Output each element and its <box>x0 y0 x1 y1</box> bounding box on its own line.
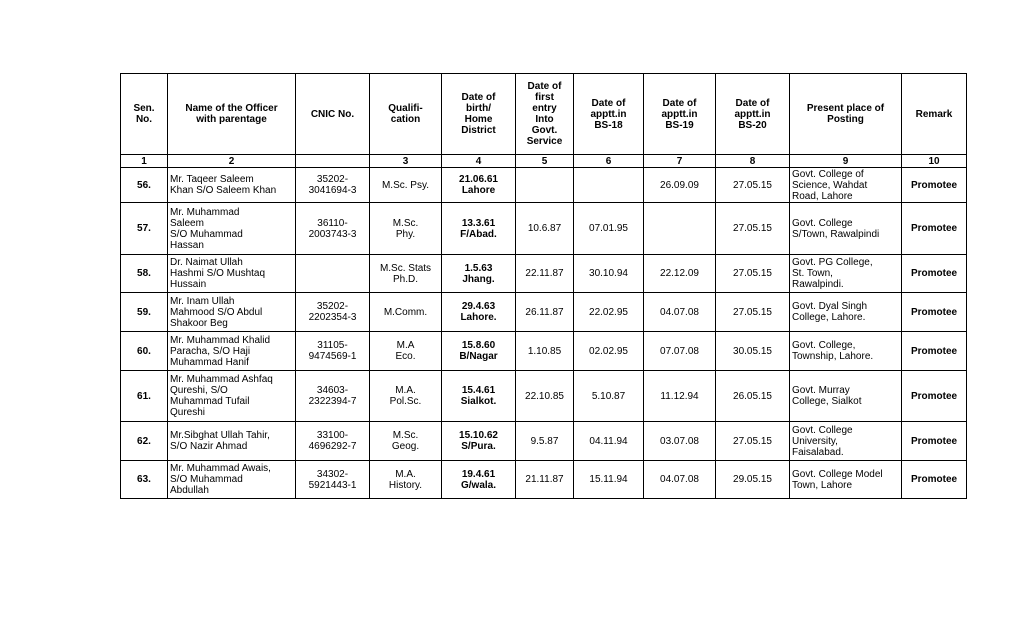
cell-line: Govt. Murray <box>792 385 850 396</box>
qualification <box>370 332 442 371</box>
cell-line: Dr. Naimat Ullah <box>170 257 243 268</box>
remark: Promotee <box>902 371 967 422</box>
qualification <box>370 422 442 461</box>
qualification <box>370 371 442 422</box>
cnic-no <box>296 371 370 422</box>
cell-line: University, <box>792 435 838 447</box>
qualification <box>370 293 442 332</box>
sen-no: 56. <box>121 168 168 203</box>
column-number: 5 <box>516 155 574 168</box>
officer-name <box>168 422 296 461</box>
table-row <box>121 293 967 332</box>
cell-line: CNIC No. <box>310 108 355 120</box>
bs19-date: 04.07.08 <box>644 293 716 332</box>
cell-line: Date of <box>527 81 562 92</box>
cell-line: BS-19 <box>665 119 694 131</box>
bs20-date: 27.05.15 <box>716 293 790 332</box>
column-number: 10 <box>902 155 967 168</box>
bs20-date: 27.05.15 <box>716 255 790 293</box>
cell-line: Govt. College of <box>792 168 864 180</box>
cell-line: B/Nagar <box>459 351 498 362</box>
cell-line: apptt.in <box>590 108 627 120</box>
cell-line: Hashmi S/O Mushtaq <box>170 268 266 279</box>
qualification <box>370 168 442 203</box>
header-sen-no <box>121 74 168 155</box>
cell-line: 36110- <box>317 217 348 229</box>
qualification <box>370 203 442 255</box>
officer-name <box>168 168 296 203</box>
cell-line: Date of <box>591 97 626 109</box>
column-number: 8 <box>716 155 790 168</box>
cell-line: F/Abad. <box>460 228 497 240</box>
cell-line: Mahmood S/O Abdul <box>170 306 263 318</box>
cell-line: Govt. <box>531 125 558 136</box>
column-number: 3 <box>370 155 442 168</box>
header-date-of-birth <box>442 74 516 155</box>
cell-line: Sialkot. <box>460 396 497 407</box>
cell-line: Remark <box>915 108 953 120</box>
cell-line: Home <box>464 114 493 125</box>
cnic-no <box>296 255 370 293</box>
present-posting <box>790 422 902 461</box>
cell-line: Pol.Sc. <box>389 396 422 407</box>
bs18-date: 30.10.94 <box>574 255 644 293</box>
cell-line: 15.10.62 <box>459 430 498 441</box>
cell-line: College, Lahore. <box>792 312 866 323</box>
remark: Promotee <box>902 461 967 499</box>
table-row <box>121 371 967 422</box>
table-row <box>121 332 967 371</box>
birth-district <box>442 255 516 293</box>
cell-line: 2202354-3 <box>308 312 357 323</box>
cell-line: S/O Muhammad <box>170 228 243 240</box>
cell-line: 1.5.63 <box>464 262 493 274</box>
present-posting <box>790 371 902 422</box>
cell-line: Faisalabad. <box>792 446 844 458</box>
cell-line: Mr. Muhammad Khalid <box>170 334 271 346</box>
cell-line: M.Sc. Psy. <box>381 179 430 191</box>
cell-line: Present place of <box>806 103 885 114</box>
column-number: 2 <box>168 155 296 168</box>
cnic-no <box>296 332 370 371</box>
birth-district <box>442 203 516 255</box>
cell-line: 5921443-1 <box>308 479 357 491</box>
remark: Promotee <box>902 332 967 371</box>
header-bs19 <box>644 74 716 155</box>
cell-line: 19.4.61 <box>461 468 496 480</box>
cell-line: Govt. College <box>792 424 853 436</box>
cell-line: 31105- <box>317 340 348 351</box>
header-bs18 <box>574 74 644 155</box>
present-posting <box>790 332 902 371</box>
cnic-no <box>296 293 370 332</box>
cell-line: 34603- <box>316 385 349 396</box>
qualification <box>370 255 442 293</box>
bs19-date: 26.09.09 <box>644 168 716 203</box>
first-entry-date: 1.10.85 <box>516 332 574 371</box>
seniority-table <box>120 73 967 499</box>
header-first-entry <box>516 74 574 155</box>
birth-district <box>442 293 516 332</box>
cell-line: Shakoor Beg <box>170 317 228 329</box>
sen-no: 57. <box>121 203 168 255</box>
cell-line: Hussain <box>170 279 207 290</box>
cell-line: Hassan <box>170 239 204 251</box>
officer-name <box>168 461 296 499</box>
cnic-no <box>296 422 370 461</box>
cell-line: 35202- <box>316 174 349 185</box>
sen-no: 62. <box>121 422 168 461</box>
remark: Promotee <box>902 203 967 255</box>
table-row <box>121 168 967 203</box>
bs20-date: 30.05.15 <box>716 332 790 371</box>
first-entry-date: 26.11.87 <box>516 293 574 332</box>
sen-no: 63. <box>121 461 168 499</box>
present-posting <box>790 168 902 203</box>
cell-line: cation <box>390 114 421 125</box>
cell-line: 34302- <box>316 468 349 480</box>
bs19-date: 11.12.94 <box>644 371 716 422</box>
first-entry-date: 22.11.87 <box>516 255 574 293</box>
column-number: 7 <box>644 155 716 168</box>
cell-line: Lahore. <box>460 312 497 323</box>
cell-line: apptt.in <box>661 108 698 120</box>
birth-district <box>442 371 516 422</box>
cell-line: with parentage <box>196 114 267 125</box>
cell-line: Qualifi- <box>388 103 423 114</box>
cell-line: Date of <box>662 97 697 109</box>
column-number: 1 <box>121 155 168 168</box>
cell-line: S/O Muhammad <box>170 474 243 485</box>
cell-line: 3041694-3 <box>308 185 357 196</box>
cell-line: 15.8.60 <box>461 340 496 351</box>
bs18-date: 15.11.94 <box>574 461 644 499</box>
bs19-date <box>644 203 716 255</box>
birth-district <box>442 332 516 371</box>
cell-line: Khan S/O Saleem Khan <box>170 185 277 196</box>
column-number <box>296 155 370 168</box>
cell-line: Govt. PG College, <box>792 257 873 268</box>
cell-line: Sen. <box>133 103 155 114</box>
qualification <box>370 461 442 499</box>
present-posting <box>790 255 902 293</box>
cell-line: Date of <box>461 92 496 103</box>
cell-line: S/Town, Rawalpindi <box>792 228 880 240</box>
cnic-no <box>296 461 370 499</box>
first-entry-date <box>516 168 574 203</box>
officer-name <box>168 332 296 371</box>
sen-no: 58. <box>121 255 168 293</box>
table-row <box>121 422 967 461</box>
bs18-date: 04.11.94 <box>574 422 644 461</box>
cell-line: S/Pura. <box>461 441 496 452</box>
cell-line: Posting <box>827 114 864 125</box>
present-posting <box>790 461 902 499</box>
cell-line: Mr. Taqeer Saleem <box>170 174 254 185</box>
cell-line: M.A. <box>395 385 416 396</box>
cell-line: Road, Lahore <box>792 190 853 202</box>
cell-line: M.Comm. <box>383 306 428 318</box>
present-posting <box>790 203 902 255</box>
sen-no: 60. <box>121 332 168 371</box>
cell-line: Phy. <box>395 228 416 240</box>
cell-line: first <box>535 92 554 103</box>
bs18-date: 02.02.95 <box>574 332 644 371</box>
remark: Promotee <box>902 255 967 293</box>
column-number-row <box>121 155 967 168</box>
cell-line: 29.4.63 <box>461 301 496 312</box>
cell-line: 4696292-7 <box>308 441 357 452</box>
header-cnic <box>296 74 370 155</box>
column-number: 4 <box>442 155 516 168</box>
cell-line: Govt. College Model <box>792 468 883 480</box>
header-row <box>121 74 967 155</box>
bs20-date: 27.05.15 <box>716 203 790 255</box>
cell-line: Govt. College, <box>792 340 856 351</box>
remark: Promotee <box>902 168 967 203</box>
birth-district <box>442 461 516 499</box>
cell-line: BS-20 <box>738 119 767 131</box>
first-entry-date: 21.11.87 <box>516 461 574 499</box>
cell-line: 13.3.61 <box>461 217 496 229</box>
officer-name <box>168 203 296 255</box>
cell-line: Govt. College <box>792 217 853 229</box>
cell-line: M.Sc. <box>392 430 419 441</box>
cell-line: Mr. Muhammad <box>170 206 240 218</box>
cell-line: Service <box>526 136 563 147</box>
cell-line: Mr. Inam Ullah <box>170 295 235 307</box>
cell-line: M.A. <box>395 468 416 480</box>
bs18-date: 5.10.87 <box>574 371 644 422</box>
header-qualification <box>370 74 442 155</box>
cell-line: Mr. Muhammad Awais, <box>170 463 271 474</box>
officer-name <box>168 293 296 332</box>
cell-line: Date of <box>735 97 770 109</box>
bs20-date: 27.05.15 <box>716 168 790 203</box>
bs19-date: 04.07.08 <box>644 461 716 499</box>
bs19-date: 07.07.08 <box>644 332 716 371</box>
cell-line: No. <box>135 114 153 125</box>
cnic-no <box>296 203 370 255</box>
header-remark <box>902 74 967 155</box>
cell-line: 35202- <box>316 301 349 312</box>
first-entry-date: 22.10.85 <box>516 371 574 422</box>
remark: Promotee <box>902 293 967 332</box>
cell-line: Township, Lahore. <box>792 351 874 362</box>
cell-line: M.A <box>396 340 415 351</box>
cell-line: 2322394-7 <box>308 396 357 407</box>
cell-line: Mr. Muhammad Ashfaq <box>170 374 273 385</box>
cell-line: Science, Wahdat <box>792 179 868 191</box>
cell-line: birth/ <box>466 103 491 114</box>
header-posting <box>790 74 902 155</box>
first-entry-date: 9.5.87 <box>516 422 574 461</box>
cell-line: District <box>461 125 496 136</box>
bs18-date: 07.01.95 <box>574 203 644 255</box>
cell-line: 15.4.61 <box>461 385 496 396</box>
cell-line: 9474569-1 <box>308 351 357 362</box>
cell-line: Muhammad Tufail <box>170 396 250 407</box>
cell-line: M.Sc. Stats <box>379 262 432 274</box>
officer-name <box>168 371 296 422</box>
bs18-date: 22.02.95 <box>574 293 644 332</box>
header-bs20 <box>716 74 790 155</box>
cell-line: Town, Lahore <box>792 479 853 491</box>
bs20-date: 26.05.15 <box>716 371 790 422</box>
sen-no: 61. <box>121 371 168 422</box>
remark: Promotee <box>902 422 967 461</box>
cell-line: apptt.in <box>734 108 771 120</box>
cell-line: 2003743-3 <box>308 228 357 240</box>
header-officer-name <box>168 74 296 155</box>
cell-line: Paracha, S/O Haji <box>170 345 251 357</box>
present-posting <box>790 293 902 332</box>
table-row <box>121 461 967 499</box>
cell-line: College, Sialkot <box>792 396 862 407</box>
cell-line: G/wala. <box>460 479 496 491</box>
cell-line: Into <box>535 114 554 125</box>
cell-line: St. Town, <box>792 268 833 279</box>
cell-line: Jhang. <box>462 273 495 285</box>
cell-line: Mr.Sibghat Ullah Tahir, <box>170 430 270 441</box>
cell-line: BS-18 <box>594 119 623 131</box>
column-number: 9 <box>790 155 902 168</box>
column-number: 6 <box>574 155 644 168</box>
table-row <box>121 203 967 255</box>
bs18-date <box>574 168 644 203</box>
bs19-date: 03.07.08 <box>644 422 716 461</box>
first-entry-date: 10.6.87 <box>516 203 574 255</box>
birth-district <box>442 168 516 203</box>
bs20-date: 29.05.15 <box>716 461 790 499</box>
birth-district <box>442 422 516 461</box>
cell-line: Qureshi, S/O <box>170 385 228 396</box>
cell-line: 33100- <box>316 430 349 441</box>
cell-line: 21.06.61 <box>459 174 498 185</box>
cell-line: Ph.D. <box>392 273 418 285</box>
cnic-no <box>296 168 370 203</box>
cell-line: M.Sc. <box>392 217 419 229</box>
cell-line: Eco. <box>395 351 416 362</box>
cell-line: Lahore <box>461 185 496 196</box>
cell-line: Name of the Officer <box>185 103 278 114</box>
cell-line: Abdullah <box>170 485 209 496</box>
cell-line: Govt. Dyal Singh <box>792 301 868 312</box>
officer-name <box>168 255 296 293</box>
cell-line: Muhammad Hanif <box>170 356 249 368</box>
sen-no: 59. <box>121 293 168 332</box>
table-row <box>121 255 967 293</box>
cell-line: entry <box>532 103 557 114</box>
cell-line: S/O Nazir Ahmad <box>170 441 248 452</box>
cell-line: Saleem <box>170 217 204 229</box>
cell-line: Qureshi <box>170 407 206 418</box>
cell-line: Geog. <box>391 441 420 452</box>
bs20-date: 27.05.15 <box>716 422 790 461</box>
cell-line: Rawalpindi. <box>792 279 844 290</box>
cell-line: History. <box>388 479 423 491</box>
bs19-date: 22.12.09 <box>644 255 716 293</box>
